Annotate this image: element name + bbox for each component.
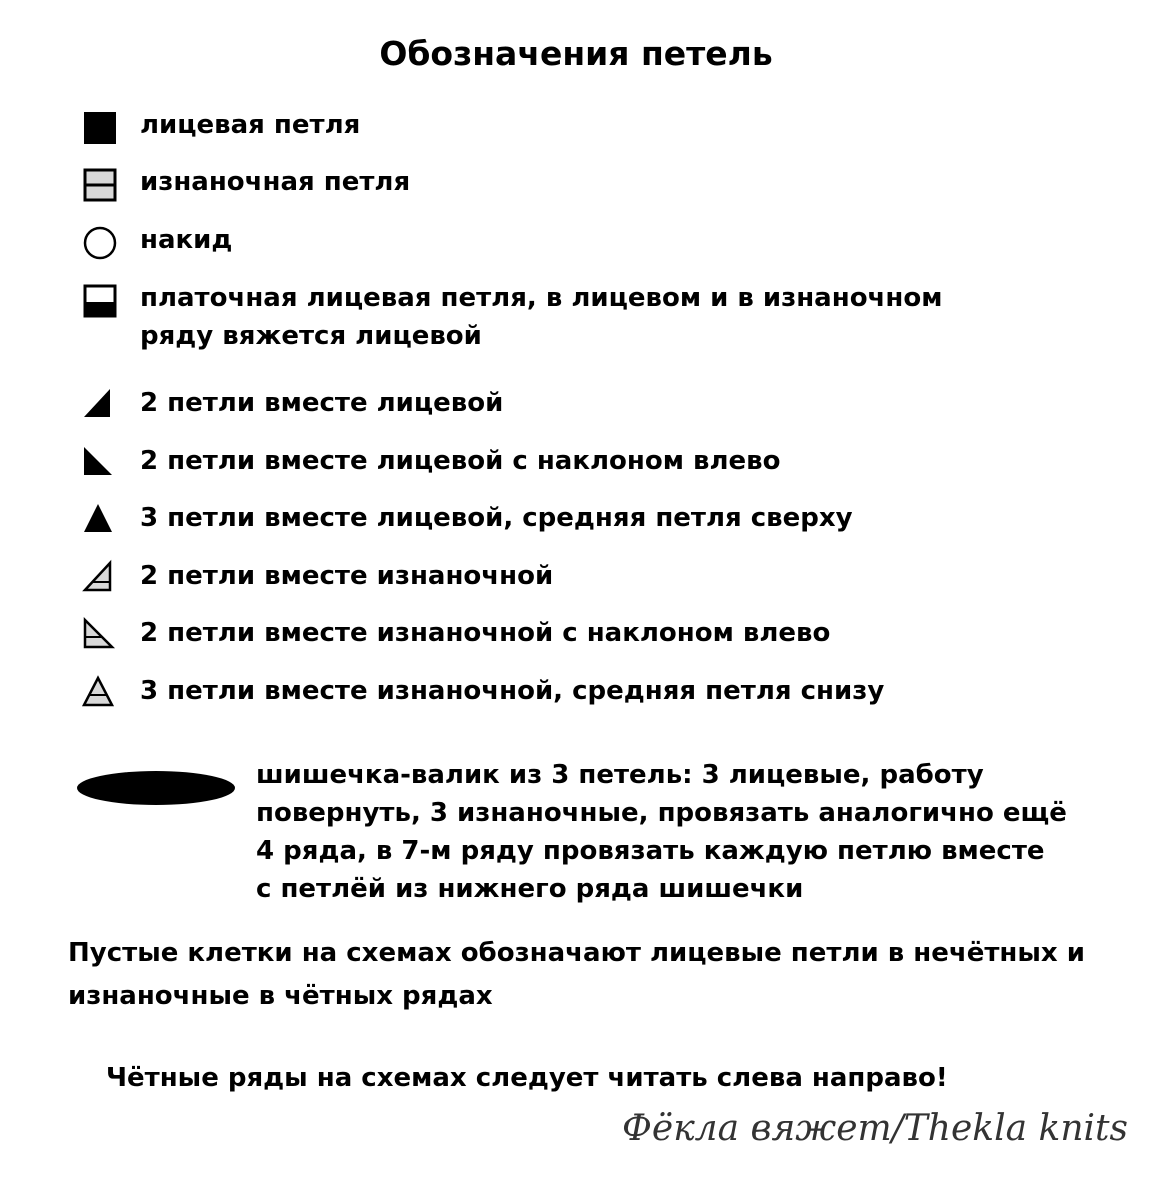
black-ellipse-icon — [76, 770, 236, 806]
filled-square-icon — [80, 108, 120, 148]
even-rows-note: Чётные ряды на схемах следует читать слева направо! — [106, 1063, 948, 1093]
empty-cells-note — [68, 932, 1085, 1018]
signature: Фёкла вяжет/Thekla knits — [622, 1108, 1128, 1149]
left-slant-triangle-icon — [80, 443, 120, 483]
legend-label: 3 петли вместе изнаночной, средняя петля снизу — [140, 676, 885, 706]
right-slant-triangle-icon — [80, 385, 120, 425]
note-line: изнаночные в чётных рядах — [68, 981, 493, 1011]
legend-label: изнаночная петля — [140, 167, 411, 197]
legend-label-line-2: ряду вяжется лицевой — [140, 321, 482, 351]
bobble-line: с петлёй из нижнего ряда шишечки — [256, 874, 804, 904]
legend-label: 2 петли вместе лицевой с наклоном влево — [140, 446, 781, 476]
note-line: Пустые клетки на схемах обозначают лицевые петли в нечётных и — [68, 938, 1085, 968]
circle-icon — [80, 223, 120, 263]
half-filled-square-icon — [80, 281, 120, 321]
bobble-description — [256, 756, 1067, 908]
outline-left-slant-triangle-icon — [80, 615, 120, 655]
page-title: Обозначения петель — [379, 34, 773, 73]
bobble-line: шишечка-валик из 3 петель: 3 лицевые, работу — [256, 760, 984, 790]
bobble-line: повернуть, 3 изнаночные, провязать аналогично ещё — [256, 798, 1067, 828]
filled-triangle-icon — [80, 500, 120, 540]
legend-label: накид — [140, 225, 233, 255]
legend-label: 3 петли вместе лицевой, средняя петля сверху — [140, 503, 853, 533]
outline-right-slant-triangle-icon — [80, 558, 120, 598]
bobble-line: 4 ряда, в 7-м ряду провязать каждую петлю вместе — [256, 836, 1045, 866]
outline-triangle-icon — [80, 673, 120, 713]
legend-label: 2 петли вместе изнаночной с наклоном влево — [140, 618, 831, 648]
purl-square-icon — [80, 165, 120, 205]
legend-label: 2 петли вместе изнаночной — [140, 561, 554, 591]
legend-label-line-1: платочная лицевая петля, в лицевом и в изнаночном — [140, 283, 943, 313]
legend-label: 2 петли вместе лицевой — [140, 388, 504, 418]
legend-label: лицевая петля — [140, 110, 361, 140]
